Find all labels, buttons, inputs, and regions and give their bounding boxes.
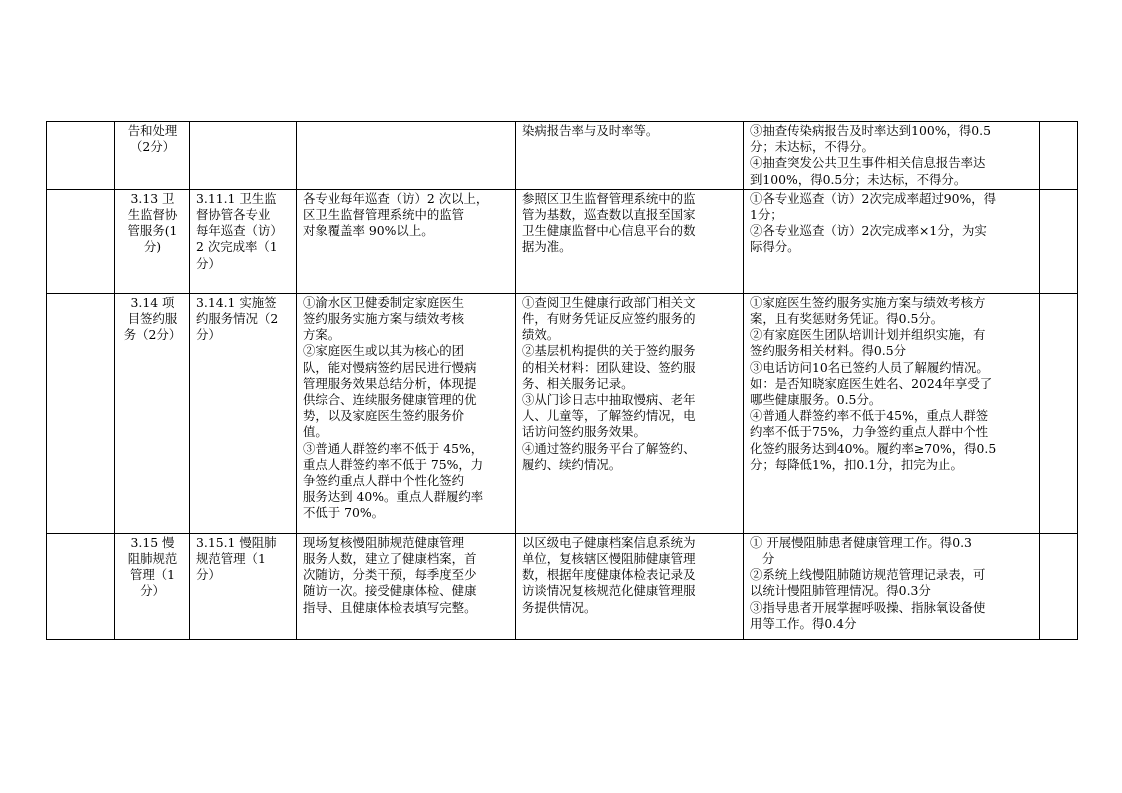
cell-text-line: 告和处理 <box>127 123 178 138</box>
cell-text-line: 重点人群签约率不低于 75%，力 <box>303 456 484 472</box>
cell-text-line: 哪些健康服务。0.5分。 <box>750 392 882 408</box>
cell-text-line: ③普通人群签约率不低于 45%， <box>303 440 484 456</box>
sub-item-cell <box>115 293 190 533</box>
cell-text-line: ①查阅卫生健康行政部门相关文 <box>522 294 696 310</box>
cell-text-line: 单位，复核辖区慢阻肺健康管理 <box>522 551 696 567</box>
scoring-cell <box>744 533 1040 639</box>
cell-text-line: 各专业每年巡查（访）2 次以上， <box>303 190 489 206</box>
cell-text-line: 参照区卫生监督管理系统中的监 <box>522 190 696 206</box>
evaluation-table <box>46 121 1078 640</box>
cell-text-line: （2分） <box>129 139 176 155</box>
cell-text-line: 约率不低于75%，力争签约重点人群中个性 <box>750 424 989 440</box>
cell-text-line: 每年巡查（访） <box>196 223 283 239</box>
cell-text-line: ① 开展慢阻肺患者健康管理工作。得0.3 <box>750 534 972 550</box>
cell-text-line: ②基层机构提供的关于签约服务 <box>522 343 696 359</box>
cell-text-line: 分） <box>140 583 165 599</box>
cell-text-line: 1分； <box>750 207 783 223</box>
cell-text-line: 3.14.1 实施签 <box>196 294 277 310</box>
indicator-cell <box>190 293 297 533</box>
score-cell <box>1040 533 1078 639</box>
cell-text-line: 分；每降低1%，扣0.1分，扣完为止。 <box>750 456 963 472</box>
cell-text-line: ②有家庭医生团队培训计划并组织实施，有 <box>750 327 986 343</box>
cell-text-line: 管理服务效果总结分析，体现提 <box>303 375 477 391</box>
cell-text-line: 如：是否知晓家庭医生姓名、2024年享受了 <box>750 375 993 391</box>
cell-text-line: ④通过签约服务平台了解签约、 <box>522 440 696 456</box>
cell-text-line: 区卫生监督管理系统中的监管 <box>303 207 465 223</box>
cell-text-line: 生监督协 <box>127 207 178 223</box>
category-cell <box>47 533 115 639</box>
cell-text-line: 据为准。 <box>522 239 572 255</box>
cell-text-line: 分 <box>750 551 775 567</box>
scoring-cell <box>744 122 1040 190</box>
cell-text-line: 约服务情况（2 <box>196 311 279 327</box>
cell-text-line: ④抽查突发公共卫生事件相关信息报告率达 <box>750 155 986 171</box>
cell-text-line: ②家庭医生或以其为核心的团 <box>303 343 465 359</box>
cell-text-line: 卫生健康监督中心信息平台的数 <box>522 223 696 239</box>
sub-item-cell <box>115 533 190 639</box>
cell-text-line: 管服务(1 <box>127 223 178 239</box>
category-cell <box>47 189 115 293</box>
cell-text-line: 履约、续约情况。 <box>522 456 622 472</box>
indicator-cell <box>190 533 297 639</box>
cell-text-line: 目签约服 <box>127 311 178 327</box>
cell-text-line: 以统计慢阻肺管理情况。得0.3分 <box>750 583 931 599</box>
cell-text-line: 人、儿童等，了解签约情况，电 <box>522 408 696 424</box>
category-cell <box>47 293 115 533</box>
cell-text-line: 务（2分） <box>123 327 182 343</box>
standard-cell <box>297 189 516 293</box>
cell-text-line: ②系统上线慢阻肺随访规范管理记录表，可 <box>750 567 986 583</box>
cell-text-line: ③电话访问10名已签约人员了解履约情况。 <box>750 359 989 375</box>
standard-cell <box>297 293 516 533</box>
scoring-cell <box>744 293 1040 533</box>
standard-cell <box>297 122 516 190</box>
cell-text-line: ④普通人群签约率不低于45%，重点人群签 <box>750 408 989 424</box>
cell-text-line: 阻肺规范 <box>127 551 178 567</box>
indicator-cell <box>190 122 297 190</box>
cell-text-line: 争签约重点人群中个性化签约 <box>303 473 465 489</box>
cell-text-line: 分） <box>196 567 221 583</box>
cell-text-line: 签约服务实施方案与绩效考核 <box>303 311 465 327</box>
cell-text-line: 分） <box>196 255 221 271</box>
method-cell <box>516 122 744 190</box>
cell-text-line: 服务人数，建立了健康档案，首 <box>303 551 477 567</box>
scoring-cell <box>744 189 1040 293</box>
score-cell <box>1040 189 1078 293</box>
cell-text-line: 的相关材料：团队建设、签约服 <box>522 359 696 375</box>
cell-text-line: ③指导患者开展掌握呼吸操、指脉氧设备使 <box>750 599 986 615</box>
cell-text-line: 数，根据年度健康体检表记录及 <box>522 567 696 583</box>
cell-text-line: 方案。 <box>303 327 341 343</box>
cell-text-line: 服务达到 40%。重点人群履约率 <box>303 489 484 505</box>
table-row <box>47 533 1078 639</box>
cell-text-line: 现场复核慢阻肺规范健康管理 <box>303 534 465 550</box>
table-row <box>47 122 1078 190</box>
cell-text-line: 际得分。 <box>750 239 800 255</box>
cell-text-line: 管为基数，巡查数以直报至国家 <box>522 207 696 223</box>
table-row <box>47 189 1078 293</box>
sub-item-cell <box>115 122 190 190</box>
cell-text-line: 到100%，得0.5分；未达标，不得分。 <box>750 171 967 187</box>
cell-text-line: 绩效。 <box>522 327 560 343</box>
cell-text-line: ①各专业巡查（访）2次完成率超过90%，得 <box>750 190 997 206</box>
cell-text-line: 指导、且健康体检表填写完整。 <box>303 599 477 615</box>
cell-text-line: 务提供情况。 <box>522 599 597 615</box>
cell-text-line: 签约服务相关材料。得0.5分 <box>750 343 907 359</box>
score-cell <box>1040 122 1078 190</box>
cell-text-line: 以区级电子健康档案信息系统为 <box>522 534 696 550</box>
cell-text-line: 势，以及家庭医生签约服务价 <box>303 408 465 424</box>
cell-text-line: 队，能对慢病签约居民进行慢病 <box>303 359 477 375</box>
cell-text-line: 3.14 项 <box>130 294 175 310</box>
method-cell <box>516 293 744 533</box>
cell-text-line: 务、相关服务记录。 <box>522 375 634 391</box>
cell-text-line: 分；未达标，不得分。 <box>750 139 874 155</box>
cell-text-line: 2 次完成率（1 <box>196 239 278 255</box>
cell-text-line: 分） <box>196 327 221 343</box>
table-row <box>47 293 1078 533</box>
cell-text-line: 对象覆盖率 90%以上。 <box>303 223 434 239</box>
cell-text-line: 件，有财务凭证反应签约服务的 <box>522 311 696 327</box>
cell-text-line: 供综合、连续服务健康管理的优 <box>303 392 477 408</box>
indicator-cell <box>190 189 297 293</box>
sub-item-cell <box>115 189 190 293</box>
score-cell <box>1040 293 1078 533</box>
cell-text-line: ①家庭医生签约服务实施方案与绩效考核方 <box>750 294 986 310</box>
cell-text-line: 3.11.1 卫生监 <box>196 190 277 206</box>
category-cell <box>47 122 115 190</box>
cell-text-line: 随访一次。接受健康体检、健康 <box>303 583 477 599</box>
cell-text-line: 用等工作。得0.4分 <box>750 615 857 631</box>
cell-text-line: 3.15.1 慢阻肺 <box>196 534 277 550</box>
cell-text-line: ①渝水区卫健委制定家庭医生 <box>303 294 465 310</box>
cell-text-line: 次随访，分类干预，每季度至少 <box>303 567 477 583</box>
cell-text-line: 案，且有奖惩财务凭证。得0.5分。 <box>750 311 944 327</box>
cell-text-line: 分) <box>143 239 162 255</box>
standard-cell <box>297 533 516 639</box>
cell-text-line: 不低于 70%。 <box>303 505 385 521</box>
cell-text-line: 值。 <box>303 424 328 440</box>
cell-text-line: 规范管理（1 <box>196 551 266 567</box>
method-cell <box>516 533 744 639</box>
cell-text-line: ③从门诊日志中抽取慢病、老年 <box>522 392 696 408</box>
cell-text-line: 染病报告率与及时率等。 <box>522 123 659 138</box>
cell-text-line: 化签约服务达到40%。履约率≥70%，得0.5 <box>750 440 997 456</box>
method-cell <box>516 189 744 293</box>
cell-text-line: 3.15 慢 <box>130 534 175 550</box>
cell-text-line: 话访问签约服务效果。 <box>522 424 646 440</box>
cell-text-line: 访谈情况复核规范化健康管理服 <box>522 583 696 599</box>
cell-text-line: ③抽查传染病报告及时率达到100%，得0.5 <box>750 123 991 138</box>
cell-text-line: 3.13 卫 <box>130 190 175 206</box>
cell-text-line: 督协管各专业 <box>196 207 271 223</box>
cell-text-line: 管理（1 <box>129 567 176 583</box>
cell-text-line: ②各专业巡查（访）2次完成率×1分，为实 <box>750 223 987 239</box>
